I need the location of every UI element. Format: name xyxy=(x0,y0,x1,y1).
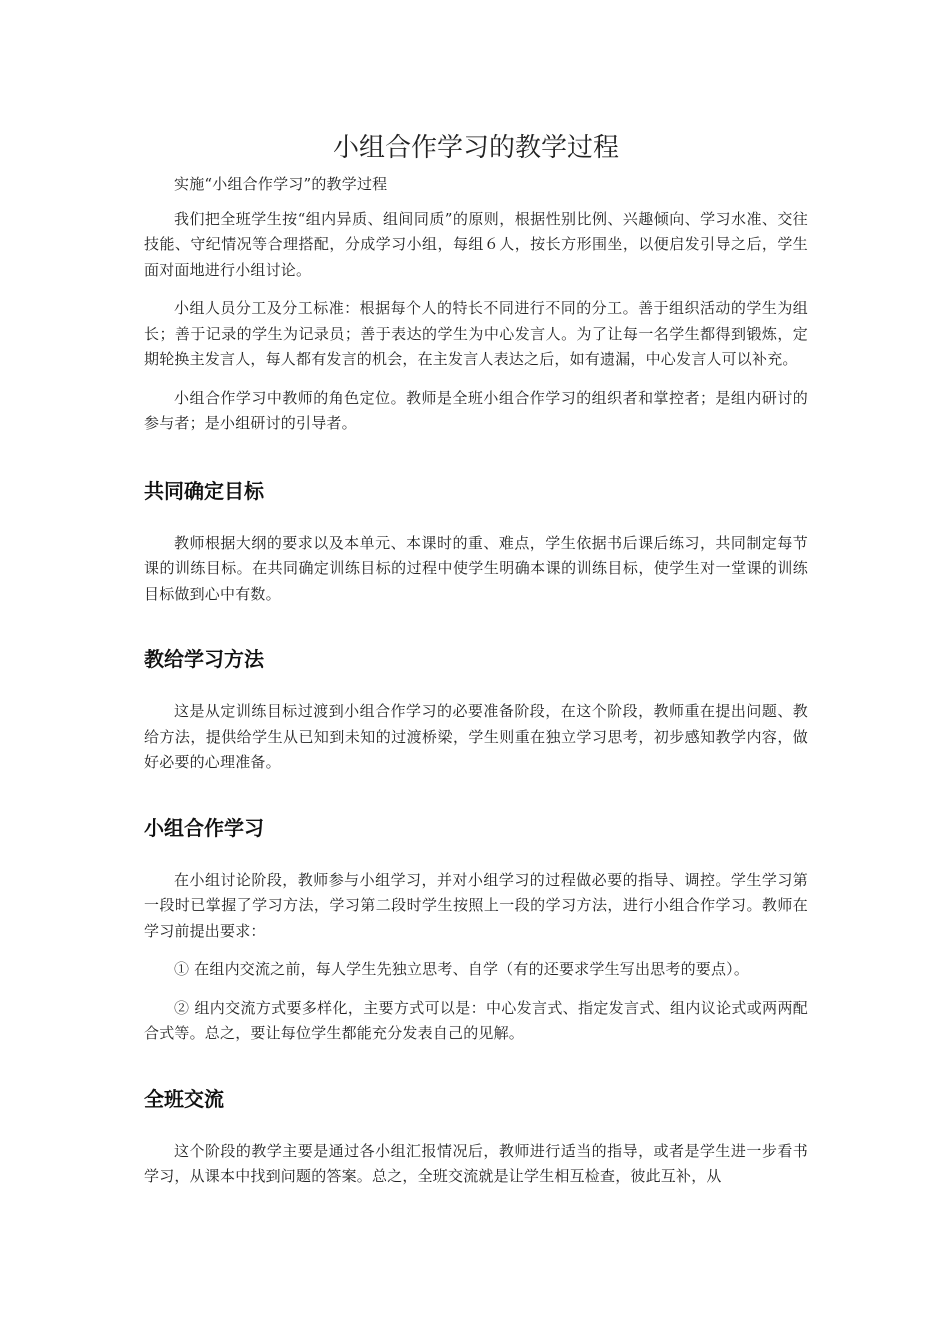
section-set-goals xyxy=(144,477,808,608)
intro-paragraph: 小组合作学习中教师的角色定位。教师是全班小组合作学习的组织者和掌控者；是组内研讨的参与者；是小组研讨的引导者。 xyxy=(144,388,808,432)
section-paragraph: 在小组讨论阶段，教师参与小组学习，并对小组学习的过程做必要的指导、调控。学生学习第一段时已掌握了学习方法，学习第二段时学生按照上一段的学习方法，进行小组合作学习。教师在学习前提出要求： xyxy=(144,870,808,940)
list-item: ② 组内交流方式要多样化，主要方式可以是：中心发言式、指定发言式、组内议论式或两两配合式等。总之，要让每位学生都能充分发表自己的见解。 xyxy=(144,998,808,1042)
intro-paragraph: 小组人员分工及分工标准：根据每个人的特长不同进行不同的分工。善于组织活动的学生为组长；善于记录的学生为记录员；善于表达的学生为中心发言人。为了让每一名学生都得到锻炼，定期轮换主发言人，每人都有发言的机会，在主发言人表达之后，如有遗漏，中心发言人可以补充。 xyxy=(144,299,808,368)
section-paragraph: 这个阶段的教学主要是通过各小组汇报情况后，教师进行适当的指导，或者是学生进一步看书学习，从课本中找到问题的答案。总之，全班交流就是让学生相互检查，彼此互补，从 xyxy=(144,1141,808,1185)
section-teach-methods xyxy=(144,645,808,776)
section-heading: 共同确定目标 xyxy=(144,478,264,503)
intro-paragraph: 实施“小组合作学习”的教学过程 xyxy=(174,175,388,193)
section-heading: 小组合作学习 xyxy=(144,815,264,840)
section-paragraph: 这是从定训练目标过渡到小组合作学习的必要准备阶段，在这个阶段，教师重在提出问题、教给方法，提供给学生从已知到未知的过渡桥梁，学生则重在独立学习思考，初步感知教学内容，做好必要的心理准备。 xyxy=(144,702,808,771)
document-title: 小组合作学习的教学过程 xyxy=(332,133,619,163)
section-paragraph: 教师根据大纲的要求以及本单元、本课时的重、难点，学生依据书后课后练习，共同制定每节课的训练目标。在共同确定训练目标的过程中使学生明确本课的训练目标，使学生对一堂课的训练目标做到心中有数。 xyxy=(144,533,808,603)
list-item: ① 在组内交流之前，每人学生先独立思考、自学（有的还要求学生写出思考的要点）。 xyxy=(174,960,750,978)
section-heading: 教给学习方法 xyxy=(144,647,264,671)
document-body xyxy=(144,128,808,1203)
section-class-exchange xyxy=(144,1085,808,1190)
intro-paragraph: 我们把全班学生按“组内异质、组间同质”的原则，根据性别比例、兴趣倾向、学习水准、交往技能、守纪情况等合理搭配，分成学习小组，每组６人，按长方形围坐，以便启发引导之后，学生面对面地进行小组讨论。 xyxy=(144,209,808,279)
section-group-learning xyxy=(144,814,808,1047)
section-heading: 全班交流 xyxy=(144,1086,224,1111)
